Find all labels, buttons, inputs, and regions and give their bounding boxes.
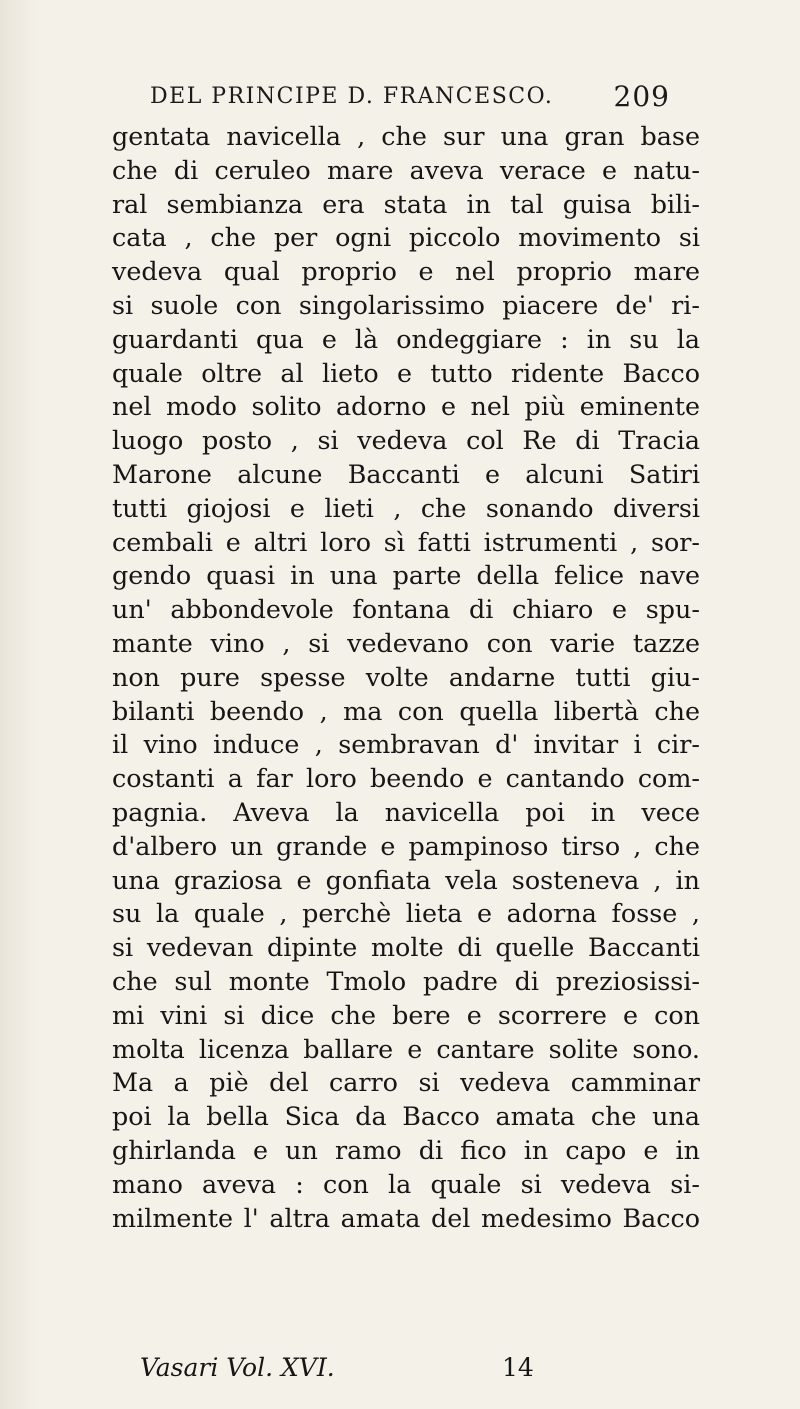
text-line: ral sembianza era stata in tal guisa bili- <box>112 188 700 219</box>
footer-signature: Vasari Vol. XVI. <box>140 1353 335 1382</box>
text-line: Ma a piè del carro si vedeva camminar <box>112 1067 700 1098</box>
text-line: nel modo solito adorno e nel più eminente <box>112 391 700 422</box>
text-line: il vino induce , sembravan d' invitar i cir- <box>112 729 700 760</box>
text-line: mi vini si dice che bere e scorrere e con <box>112 999 700 1030</box>
page-footer <box>140 1353 560 1389</box>
text-line: luogo posto , si vedeva col Re di Tracia <box>112 425 700 456</box>
text-line: cata , che per ogni piccolo movimento si <box>112 222 700 253</box>
text-line: una graziosa e gonfiata vela sosteneva , in <box>112 864 700 895</box>
text-line: su la quale , perchè lieta e adorna fosse , <box>112 898 700 929</box>
text-line: si vedevan dipinte molte di quelle Baccanti <box>112 932 700 963</box>
text-line: gentata navicella , che sur una gran base <box>112 121 700 151</box>
page-gutter-shading <box>0 0 40 1409</box>
text-line: gendo quasi in una parte della felice nave <box>112 560 700 591</box>
text-line: mante vino , si vedevano con varie tazze <box>112 627 700 658</box>
text-line: ghirlanda e un ramo di fico in capo e in <box>112 1134 700 1165</box>
text-line: d'albero un grande e pampinoso tirso , che <box>112 830 700 861</box>
text-line: che sul monte Tmolo padre di preziosissi- <box>112 965 700 996</box>
text-line: pagnia. Aveva la navicella poi in vece <box>112 796 700 827</box>
text-line: un' abbondevole fontana di chiaro e spu- <box>112 594 700 625</box>
running-head-title: DEL PRINCIPE D. FRANCESCO. <box>150 84 554 109</box>
text-line: vedeva qual proprio e nel proprio mare <box>112 256 700 287</box>
footer-sheet-number: 14 <box>502 1353 534 1382</box>
text-line: Marone alcune Baccanti e alcuni Satiri <box>112 458 700 489</box>
text-line: poi la bella Sica da Bacco amata che una <box>112 1101 700 1132</box>
text-line: che di ceruleo mare aveva verace e natu- <box>112 154 700 185</box>
page-number: 209 <box>613 80 670 113</box>
text-line: si suole con singolarissimo piacere de' ri- <box>112 289 700 320</box>
text-line: non pure spesse volte andarne tutti giu- <box>112 661 700 692</box>
text-line: quale oltre al lieto e tutto ridente Bacco <box>112 357 700 388</box>
text-line: tutti giojosi e lieti , che sonando diversi <box>112 492 700 523</box>
text-line: guardanti qua e là ondeggiare : in su la <box>112 323 700 354</box>
body-text <box>112 120 700 1235</box>
text-line: molta licenza ballare e cantare solite sono. <box>112 1033 700 1064</box>
running-head <box>150 80 670 114</box>
text-line: costanti a far loro beendo e cantando com- <box>112 763 700 794</box>
text-line: bilanti beendo , ma con quella libertà che <box>112 695 700 726</box>
text-line: cembali e altri loro sì fatti istrumenti , sor- <box>112 526 700 557</box>
text-line: mano aveva : con la quale si vedeva si- <box>112 1168 700 1199</box>
text-line: milmente l' altra amata del medesimo Bacco <box>112 1202 700 1233</box>
